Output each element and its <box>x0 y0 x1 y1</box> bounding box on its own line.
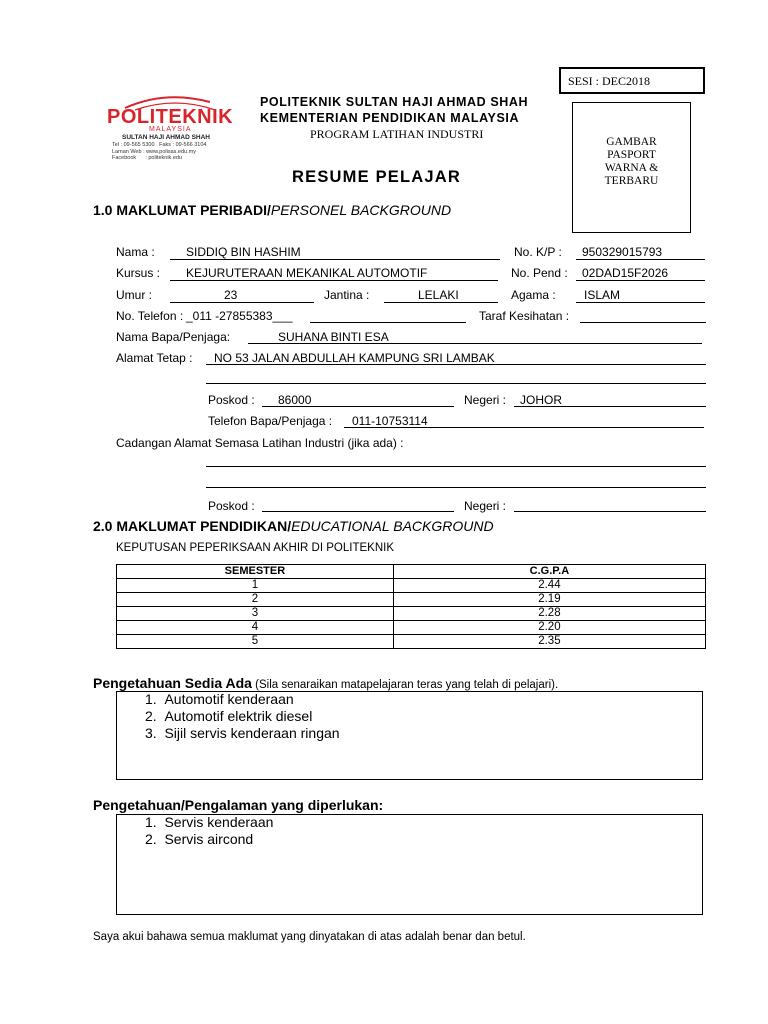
section-personal-italic: PERSONEL BACKGROUND <box>270 202 452 218</box>
required-list <box>145 814 273 848</box>
photo-line: GAMBAR <box>606 136 657 148</box>
poskod-label: Poskod : <box>208 393 255 407</box>
negeri2-label: Negeri : <box>464 499 507 513</box>
kp-underline <box>576 259 705 260</box>
kesihatan-label: Taraf Kesihatan : <box>479 309 570 323</box>
kursus-label: Kursus : <box>116 266 161 280</box>
kp-value[interactable]: 950329015793 <box>582 245 663 259</box>
jantina-underline <box>384 302 498 303</box>
section-personal-heading <box>93 202 451 218</box>
passport-photo-box <box>572 102 691 233</box>
table-cell-cgpa: 2.19 <box>393 593 705 607</box>
table-row <box>117 607 706 621</box>
list-item: 3. Sijil servis kenderaan ringan <box>145 725 340 741</box>
table-cell-cgpa: 2.20 <box>393 621 705 635</box>
cadangan-underline-2[interactable] <box>206 487 706 488</box>
table-row <box>117 593 706 607</box>
list-item: 2. Servis aircond <box>145 831 254 847</box>
table-header-semester: SEMESTER <box>117 565 394 579</box>
table-row <box>117 635 706 649</box>
education-subtitle: KEPUTUSAN PEPERIKSAAN AKHIR DI POLITEKNIK <box>116 542 394 554</box>
program-name: PROGRAM LATIHAN INDUSTRI <box>310 127 484 141</box>
cadangan-label: Cadangan Alamat Semasa Latihan Industri (jika ada) : <box>116 436 404 450</box>
pend-underline <box>576 280 705 281</box>
section-personal-bold: 1.0 MAKLUMAT PERIBADI/ <box>93 202 271 218</box>
required-heading: Pengetahuan/Pengalaman yang diperlukan: <box>93 797 384 813</box>
kursus-value[interactable]: KEJURUTERAAN MEKANIKAL AUTOMOTIF <box>186 266 428 280</box>
poskod-value[interactable]: 86000 <box>278 393 312 407</box>
negeri-label: Negeri : <box>464 393 507 407</box>
nama-underline <box>170 259 500 260</box>
agama-label: Agama : <box>511 288 556 302</box>
jantina-value[interactable]: LELAKI <box>418 288 459 302</box>
logo-sub-malaysia: MALAYSIA <box>149 126 192 133</box>
table-cell-semester: 5 <box>117 635 394 649</box>
ministry-name: KEMENTERIAN PENDIDIKAN MALAYSIA <box>260 111 520 125</box>
table-cell-cgpa: 2.35 <box>393 635 705 649</box>
institution-name: POLITEKNIK SULTAN HAJI AHMAD SHAH <box>260 95 529 109</box>
logo-contact: Tel : 09-565 5300 Faks : 09-566 3104 Laman Web : www.polisas.edu.my Facebook : politeknik.edu <box>112 142 207 161</box>
photo-line: TERBARU <box>604 175 659 187</box>
knowledge-heading <box>93 675 558 691</box>
politeknik-logo <box>95 88 235 170</box>
kursus-underline <box>170 280 498 281</box>
tel-bapa-label: Telefon Bapa/Penjaga : <box>208 414 333 428</box>
poskod2-label: Poskod : <box>208 499 255 513</box>
tel-bapa-value[interactable]: 011-10753114 <box>352 414 428 428</box>
alamat-value[interactable]: NO 53 JALAN ABDULLAH KAMPUNG SRI LAMBAK <box>214 351 495 365</box>
table-cell-cgpa: 2.44 <box>393 579 705 593</box>
agama-underline <box>576 302 705 303</box>
table-header-cgpa: C.G.P.A <box>393 565 705 579</box>
section-education-bold: 2.0 MAKLUMAT PENDIDIKAN/ <box>93 518 292 534</box>
page-title: RESUME PELAJAR <box>292 168 461 186</box>
poskod2-underline[interactable] <box>262 511 454 512</box>
list-item-text: Automotif elektrik diesel <box>164 708 313 724</box>
list-item-text: Automotif kenderaan <box>164 691 294 707</box>
bapa-value[interactable]: SUHANA BINTI ESA <box>278 330 389 344</box>
kp-label: No. K/P : <box>514 245 562 259</box>
declaration-text: Saya akui bahawa semua maklumat yang dinyatakan di atas adalah benar dan betul. <box>93 931 526 943</box>
telefon-label: No. Telefon : <box>116 309 184 323</box>
list-item-text: Servis aircond <box>164 831 254 847</box>
photo-line: PASPORT <box>607 149 656 161</box>
agama-value[interactable]: ISLAM <box>584 288 621 302</box>
list-item: 1. Servis kenderaan <box>145 814 274 830</box>
table-cell-semester: 3 <box>117 607 394 621</box>
kesihatan-underline[interactable] <box>580 322 706 323</box>
nama-value[interactable]: SIDDIQ BIN HASHIM <box>186 245 301 259</box>
logo-word: POLITEKNIK <box>107 106 234 128</box>
knowledge-heading-note: (Sila senaraikan matapelajaran teras yang telah di pelajari). <box>251 679 559 691</box>
table-cell-semester: 4 <box>117 621 394 635</box>
table-cell-semester: 1 <box>117 579 394 593</box>
poskod-underline <box>262 406 454 407</box>
list-item-text: Sijil servis kenderaan ringan <box>164 725 340 741</box>
sesi-box: SESI : DEC2018 <box>559 67 705 94</box>
table-cell-semester: 2 <box>117 593 394 607</box>
pend-value[interactable]: 02DAD15F2026 <box>582 266 669 280</box>
telefon-extra-underline <box>310 322 466 323</box>
alamat-underline-1 <box>206 364 706 365</box>
umur-value[interactable]: 23 <box>224 288 238 302</box>
photo-line: WARNA & <box>604 162 659 174</box>
umur-underline <box>170 302 314 303</box>
list-item-text: Servis kenderaan <box>164 814 274 830</box>
umur-label: Umur : <box>116 288 152 302</box>
bapa-label: Nama Bapa/Penjaga: <box>116 330 231 344</box>
tel-bapa-underline <box>344 427 704 428</box>
cadangan-underline-1[interactable] <box>206 466 706 467</box>
knowledge-heading-bold: Pengetahuan Sedia Ada <box>93 675 252 691</box>
alamat-label: Alamat Tetap : <box>116 351 193 365</box>
pend-label: No. Pend : <box>511 266 568 280</box>
logo-sub-campus: SULTAN HAJI AHMAD SHAH <box>122 134 210 141</box>
list-item: 1. Automotif kenderaan <box>145 691 294 707</box>
table-header-row <box>117 565 706 579</box>
negeri2-underline[interactable] <box>514 511 706 512</box>
jantina-label: Jantina : <box>324 288 370 302</box>
section-education-italic: EDUCATIONAL BACKGROUND <box>291 518 494 534</box>
bapa-underline <box>248 343 702 344</box>
negeri-value[interactable]: JOHOR <box>520 393 562 407</box>
cgpa-table <box>116 564 706 649</box>
nama-label: Nama : <box>116 245 155 259</box>
knowledge-list <box>145 691 340 742</box>
telefon-value[interactable]: _011 -27855383___ <box>186 309 293 323</box>
table-row <box>117 579 706 593</box>
table-cell-cgpa: 2.28 <box>393 607 705 621</box>
alamat-underline-2 <box>206 383 706 384</box>
negeri-underline <box>514 406 706 407</box>
table-row <box>117 621 706 635</box>
section-education-heading <box>93 518 494 534</box>
list-item: 2. Automotif elektrik diesel <box>145 708 313 724</box>
